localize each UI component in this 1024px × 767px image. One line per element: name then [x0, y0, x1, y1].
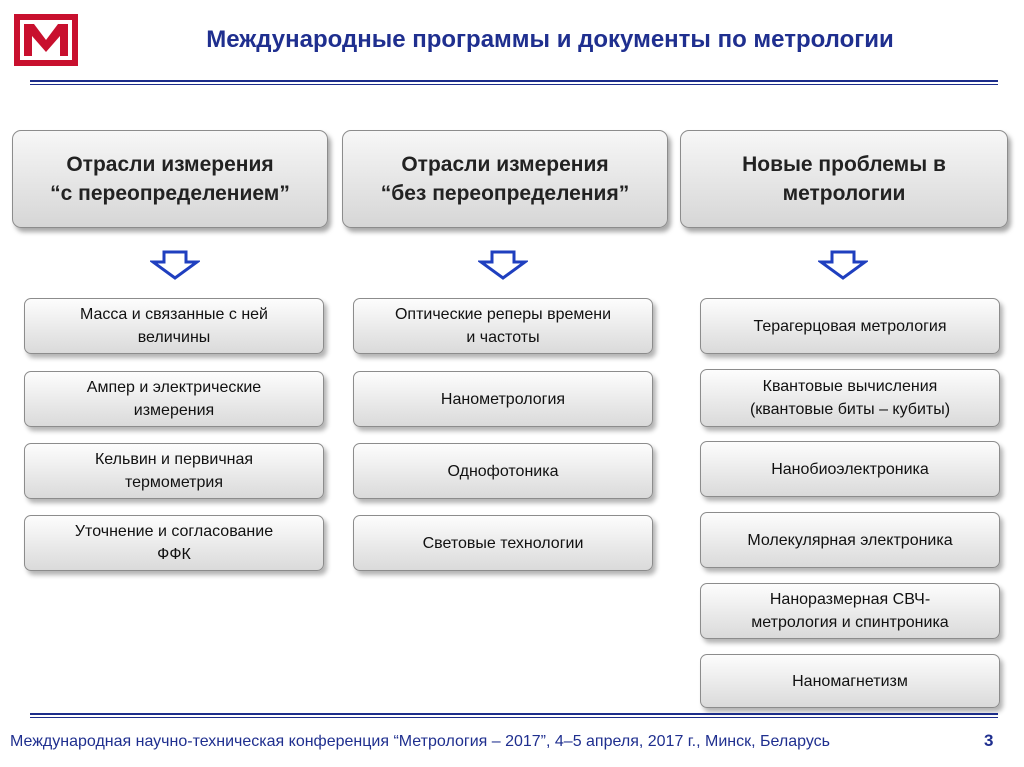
- column-header-new-problems: Новые проблемы в метрологии: [680, 130, 1008, 228]
- metrology-logo-icon: [14, 14, 78, 66]
- list-item: Световые технологии: [353, 515, 653, 571]
- list-item: Молекулярная электроника: [700, 512, 1000, 568]
- list-item: Уточнение и согласование ФФК: [24, 515, 324, 571]
- list-item: Терагерцовая метрология: [700, 298, 1000, 354]
- top-divider: [30, 80, 998, 85]
- page-title: Международные программы и документы по метрологии: [206, 26, 894, 53]
- list-item: Наномагнетизм: [700, 654, 1000, 708]
- down-arrow-icon: [818, 250, 868, 280]
- list-item: Кельвин и первичная термометрия: [24, 443, 324, 499]
- down-arrow-icon: [150, 250, 200, 280]
- down-arrow-icon: [478, 250, 528, 280]
- list-item: Нанобиоэлектроника: [700, 441, 1000, 497]
- list-item: Квантовые вычисления (квантовые биты – кубиты): [700, 369, 1000, 427]
- list-item: Наноразмерная СВЧ- метрология и спинтроника: [700, 583, 1000, 639]
- list-item: Однофотоника: [353, 443, 653, 499]
- column-header-with-redefinition: Отрасли измерения “с переопределением”: [12, 130, 328, 228]
- footer-conference: Международная научно-техническая конференция “Метрология – 2017”, 4–5 апреля, 2017 г., Минск, Беларусь: [10, 733, 830, 750]
- page-number: 3: [984, 731, 994, 750]
- list-item: Ампер и электрические измерения: [24, 371, 324, 427]
- list-item: Оптические реперы времени и частоты: [353, 298, 653, 354]
- list-item: Нанометрология: [353, 371, 653, 427]
- column-header-without-redefinition: Отрасли измерения “без переопределения”: [342, 130, 668, 228]
- list-item: Масса и связанные с ней величины: [24, 298, 324, 354]
- bottom-divider: [30, 713, 998, 718]
